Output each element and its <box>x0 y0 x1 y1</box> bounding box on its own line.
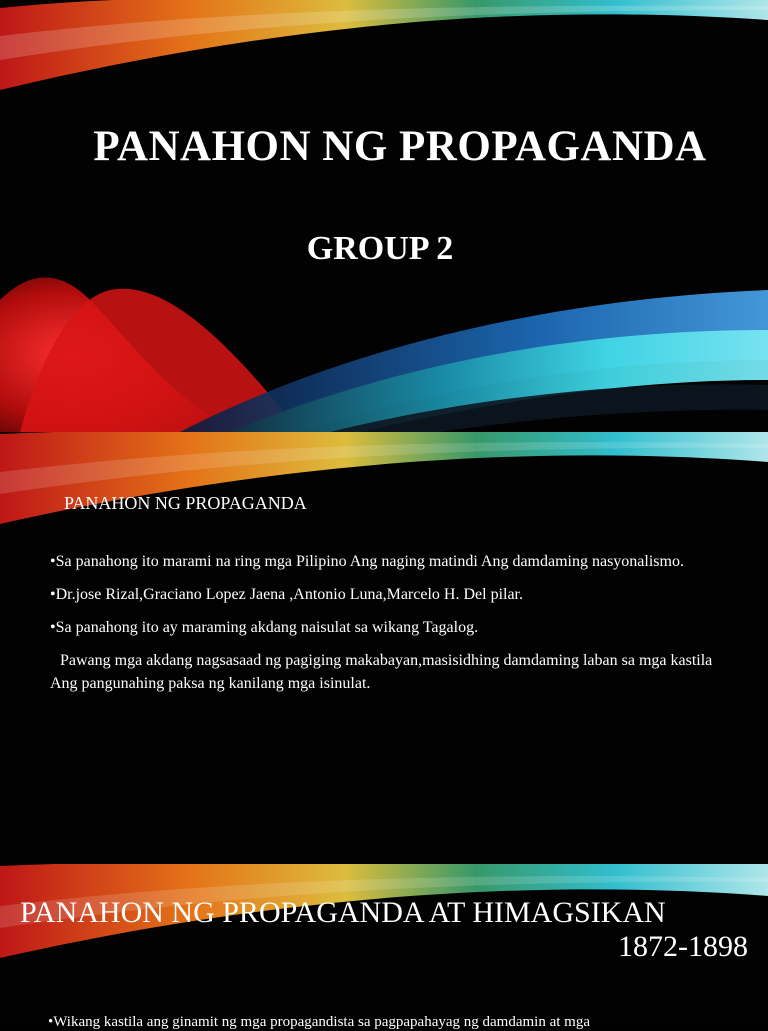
slide-title <box>0 0 768 432</box>
slide-body <box>50 550 730 705</box>
year-range: 1872-1898 <box>618 930 748 963</box>
slide-title-heading: PANAHON NG PROPAGANDA <box>93 123 707 170</box>
bullet-item: •Sa panahong ito ay maraming akdang naisulat sa wikang Tagalog. <box>50 619 479 636</box>
swoosh-decoration <box>0 0 768 432</box>
slide-subtitle: GROUP 2 <box>306 230 454 267</box>
body-paragraph: Pawang mga akdang nagsasaad ng pagiging makabayan,masisidhing damdaming laban sa mga kastila Ang pangunahing paksa ng kanilang mga isinulat. <box>50 652 713 692</box>
bullet-item: •Wikang kastila ang ginamit ng mga propagandista sa pagpapahayag ng damdamin at mga <box>48 1014 590 1030</box>
bullet-item: •Sa panahong ito marami na ring mga Pilipino Ang naging matindi Ang damdaming nasyonalismo. <box>50 553 684 570</box>
swoosh-decoration <box>0 432 768 552</box>
slide-heading: PANAHON NG PROPAGANDA AT HIMAGSIKAN <box>20 896 666 929</box>
bullet-item: •Dr.jose Rizal,Graciano Lopez Jaena ,Antonio Luna,Marcelo H. Del pilar. <box>50 586 523 603</box>
slide-heading: PANAHON NG PROPAGANDA <box>64 493 307 513</box>
